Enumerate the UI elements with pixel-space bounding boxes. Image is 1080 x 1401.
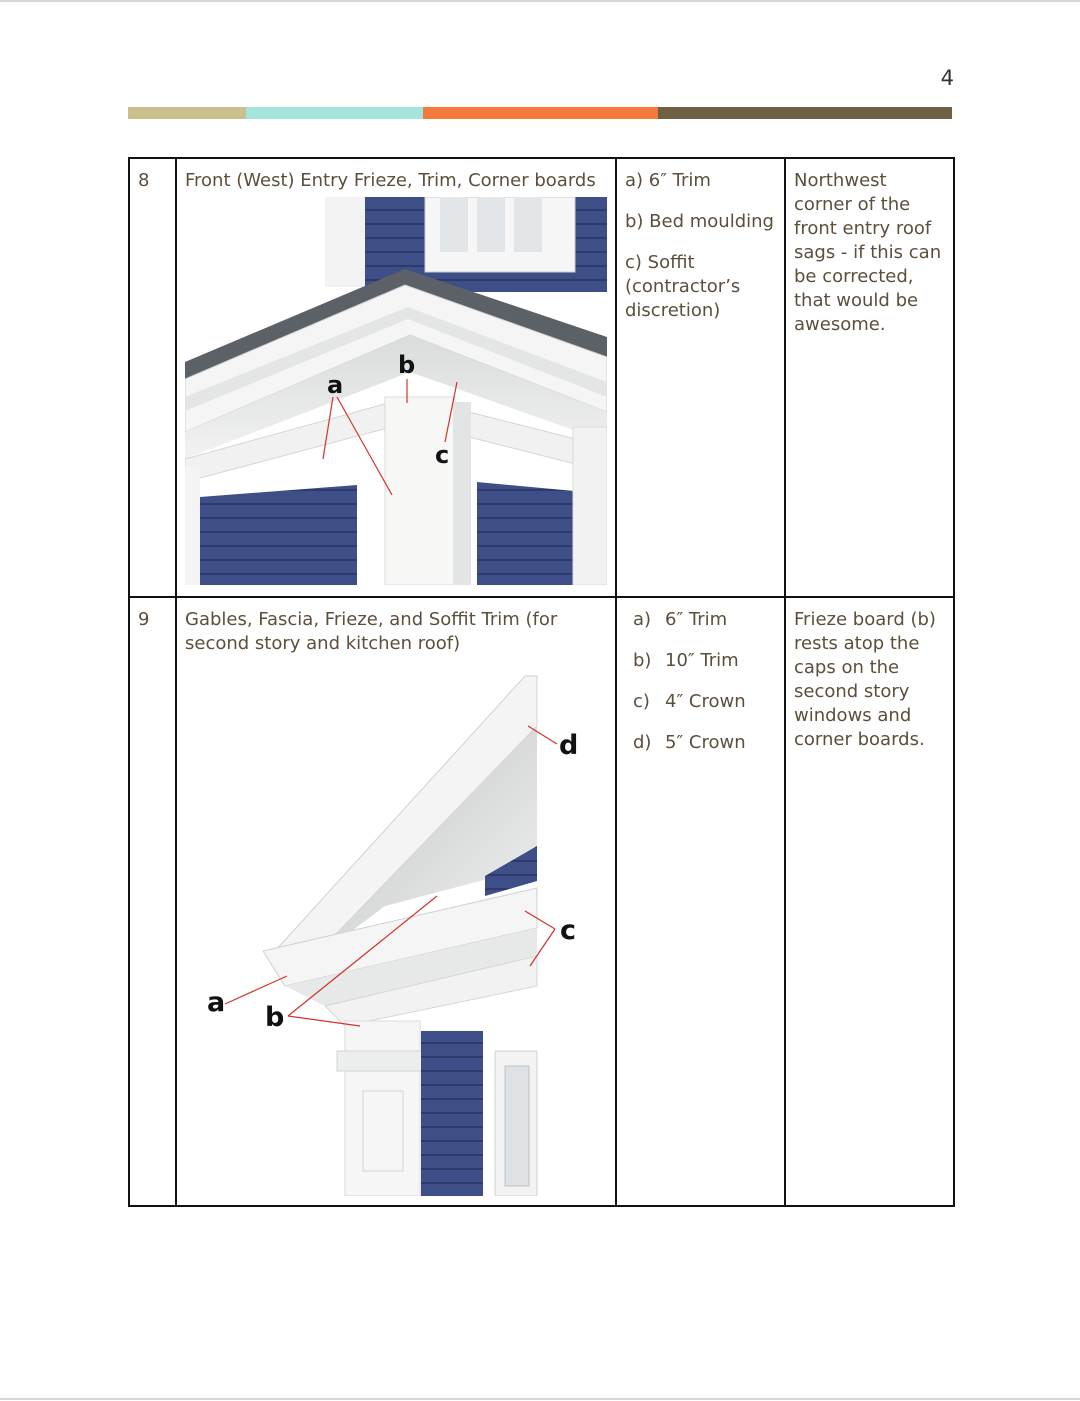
item-title: Front (West) Entry Frieze, Trim, Corner boards — [185, 170, 596, 191]
options-cell — [616, 158, 785, 597]
row-number: 9 — [129, 597, 176, 1206]
accent-bar-2 — [246, 107, 423, 119]
callout-c: c — [435, 441, 450, 469]
notes-cell — [785, 158, 954, 597]
entry-corner-photo — [185, 197, 607, 585]
callout-b: b — [398, 351, 416, 379]
option-item: a) 6″ Trim — [625, 170, 711, 191]
page-top-edge — [0, 0, 1080, 2]
option-text: 10″ Trim — [665, 650, 739, 671]
callout-d: d — [559, 730, 579, 761]
option-letter: c) — [633, 691, 650, 712]
options-list — [625, 608, 776, 755]
option-item — [633, 608, 776, 632]
option-item: b) Bed moulding — [625, 211, 774, 232]
item-title: Gables, Fascia, Frieze, and Soffit Trim (for second story and kitchen roof) — [185, 609, 558, 654]
item-cell — [176, 597, 616, 1206]
callout-a: a — [207, 987, 226, 1018]
option-text: 5″ Crown — [665, 732, 746, 753]
options-list — [625, 169, 776, 323]
gable-photo — [185, 666, 607, 1196]
option-item — [633, 690, 776, 714]
gable-illustration — [185, 666, 607, 1196]
callout-b: b — [265, 1002, 285, 1033]
notes-text: Frieze board (b) rests atop the caps on the second story windows and corner boards. — [794, 609, 936, 750]
accent-bar-4 — [658, 107, 952, 119]
item-cell — [176, 158, 616, 597]
notes-text: Northwest corner of the front entry roof sags - if this can be corrected, that would be awesome. — [794, 170, 942, 335]
option-letter: b) — [633, 650, 652, 671]
callout-a: a — [327, 371, 344, 399]
accent-bar-3 — [423, 107, 658, 119]
option-letter: d) — [633, 732, 652, 753]
entry-corner-illustration — [185, 197, 607, 585]
option-text: 6″ Trim — [665, 609, 728, 630]
table-row — [129, 158, 954, 597]
notes-cell — [785, 597, 954, 1206]
row-number: 8 — [129, 158, 176, 597]
spec-table — [128, 157, 955, 1207]
option-item — [633, 649, 776, 673]
option-item: c) Soffit (contractor’s discretion) — [625, 252, 741, 321]
option-item — [633, 731, 776, 755]
page-number: 4 — [940, 66, 954, 90]
callout-c: c — [560, 915, 577, 946]
accent-bar-1 — [128, 107, 246, 119]
option-letter: a) — [633, 609, 652, 630]
table-row — [129, 597, 954, 1206]
options-cell — [616, 597, 785, 1206]
option-text: 4″ Crown — [665, 691, 746, 712]
page-bottom-edge — [0, 1398, 1080, 1400]
